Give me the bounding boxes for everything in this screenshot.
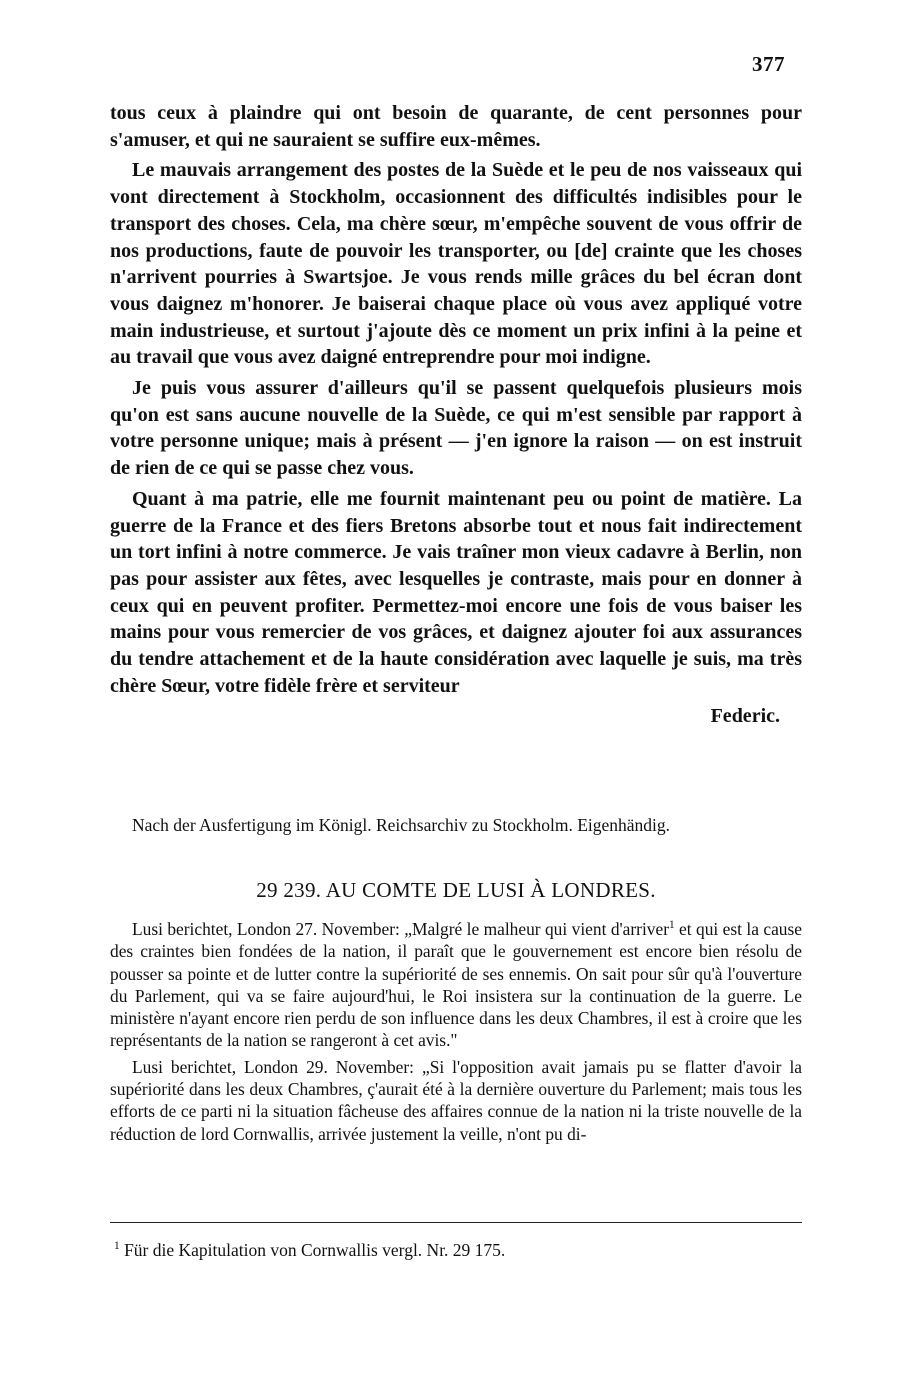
footnote-number: 1 (114, 1240, 120, 1253)
report-1-text-end: et qui est la cause des craintes bien fondées de la nation, il paraît que le gouvernement est encore bien résolu de pousser sa pointe et de lutter contre la supériorité de ses ennemis. On sait pour sûr qu'à l'ouverture du Parlement, qui va se faire aujourd'hui, le Roi insistera sur la continuation de la guerre. Le ministère n'ayant encore rien perdu de son influence dans les deux Chambres, il est à croire que les représentants de la nation se rangeront à cet avis." (110, 919, 802, 1051)
letter-paragraph-1: tous ceux à plaindre qui ont besoin de quarante, de cent personnes pour s'amuser, et qui ne sauraient se suffire eux-mêmes. (110, 102, 802, 151)
letter-paragraph-4: Quant à ma patrie, elle me fournit maintenant peu ou point de matière. La guerre de la France et des fiers Bretons absorbe tout et nous fait indirectement un tort infini à notre commerce. Je vais traîner mon vieux cadavre à Berlin, non pas pour assister aux fêtes, avec lesquelles je contraste, mais pour en donner à ceux qui en peuvent profiter. Permettez-moi encore une fois de vous baiser les mains pour vous remercier de vos grâces, et daignez ajouter foi aux assurances du tendre attachement et de la haute considération avec laquelle je suis, ma très chère Sœur, votre fidèle frère et serviteur (110, 487, 802, 697)
report-paragraph-2: Lusi berichtet, London 29. November: „Si l'opposition avait jamais pu se flatter d'avoir la supériorité dans les deux Chambres, ç'aurait été à la dernière ouverture du Parlement; mais tous les efforts de ce parti ni la situation fâcheuse des affaires connue de la nation ni la triste nouvelle de la réduction de lord Cornwallis, arrivée justement la veille, n'ont pu di- (110, 1056, 802, 1144)
letter-signature: Federic. (710, 705, 780, 728)
footnote-marker: 1 (668, 919, 675, 932)
letter-body (110, 100, 802, 730)
report-paragraph-1 (110, 918, 802, 1052)
source-note: Nach der Ausfertigung im Königl. Reichsarchiv zu Stockholm. Eigenhändig. (132, 815, 671, 835)
letter-paragraph-2: Le mauvais arrangement des postes de la Suède et le peu de nos vaisseaux qui vont directement à Stockholm, occasionnent des difficultés indisibles pour le transport des choses. Cela, ma chère sœur, m'empêche souvent de vous offrir de nos productions, faute de pouvoir les transporter, ou [de] crainte que les choses n'arrivent pourries à Swartsjoe. Je vous rends mille grâces du bel écran dont vous daignez m'honorer. Je baiserai chaque place où vous avez appliqué votre main industrieuse, et surtout j'ajoute dès ce moment un prix infini à la peine et au travail que vous avez daigné entreprendre pour moi indigne. (110, 159, 802, 369)
report-section (110, 918, 802, 1149)
document-heading: 29 239. AU COMTE DE LUSI À LONDRES. (256, 878, 656, 902)
footnote-text: Für die Kapitulation von Cornwallis vergl. Nr. 29 175. (119, 1240, 506, 1260)
footnote (110, 1238, 802, 1262)
letter-paragraph-3: Je puis vous assurer d'ailleurs qu'il se passent quelquefois plusieurs mois qu'on est sans aucune nouvelle de la Suède, ce qui m'est sensible par rapport à votre personne unique; mais à présent — j'en ignore la raison — on est instruit de rien de ce qui se passe chez vous. (110, 377, 802, 480)
page-number: 377 (752, 52, 785, 76)
report-1-text-start: Lusi berichtet, London 27. November: „Malgré le malheur qui vient d'arriver (132, 919, 669, 939)
footnote-divider (110, 1222, 802, 1223)
